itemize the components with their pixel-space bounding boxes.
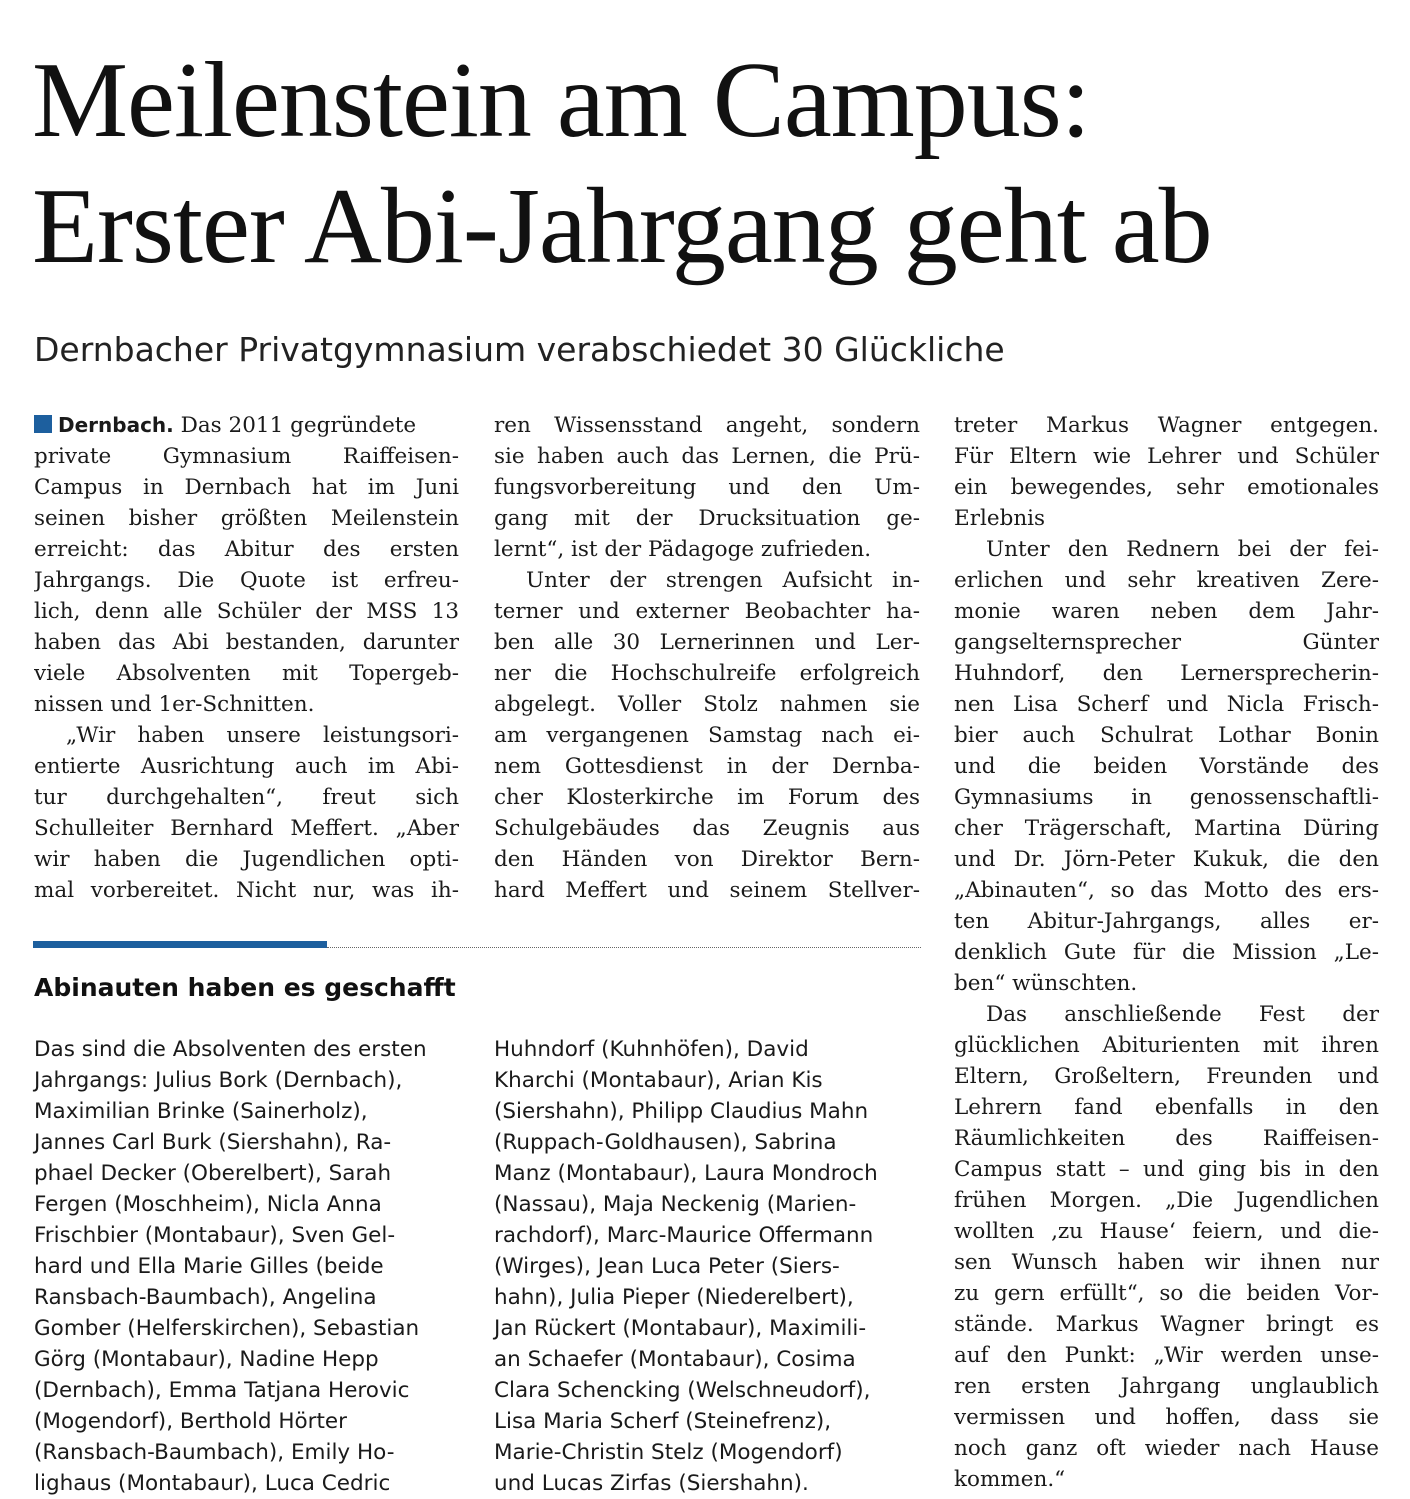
article-line: nissen und 1er-Schnitten. (34, 692, 315, 717)
graduate-list-line: Jan Rückert (Montabaur), Maximili- (494, 1316, 867, 1341)
graduate-list-line: Görg (Montabaur), Nadine Hepp (34, 1347, 379, 1372)
article-line: Gymnasiums in genossenschaftli- (954, 785, 1379, 810)
article-line: terner und externer Beobachter ha- (494, 599, 920, 624)
article-line: Räumlichkeiten des Raiffeisen- (954, 1126, 1379, 1151)
graduate-list-line: (Mogendorf), Berthold Hörter (34, 1409, 347, 1434)
article-line: treter Markus Wagner entgegen. (954, 413, 1379, 438)
box-accent-bar (33, 941, 327, 948)
article-line: Schulleiter Bernhard Meffert. „Aber (34, 816, 459, 841)
article-line: Unter den Rednern bei der fei- (986, 537, 1379, 562)
article-line: und die beiden Vorstände des (954, 754, 1379, 779)
graduate-list-line: hahn), Julia Pieper (Niederelbert), (494, 1285, 854, 1310)
article-line: lernt“, ist der Pädagoge zufrieden. (494, 537, 872, 562)
article-column-3 (954, 410, 1379, 1495)
article-line: vermissen und hoffen, dass sie (954, 1405, 1379, 1430)
article-line: gangselternsprecher Günter (954, 630, 1379, 655)
article-line: frühen Morgen. „Die Jugendlichen (954, 1188, 1379, 1213)
graduate-list-line: (Nassau), Maja Neckenig (Marien- (494, 1192, 857, 1217)
article-line: viele Absolventen mit Topergeb- (34, 661, 459, 686)
article-line: Campus in Dernbach hat im Juni (34, 475, 459, 500)
article-line: private Gymnasium Raiffeisen- (34, 444, 459, 469)
dateline: Dernbach. (58, 413, 174, 437)
dateline-square-icon (34, 415, 52, 433)
article-line: hard Meffert und seinem Stellver- (494, 878, 920, 903)
article-line: Jahrgangs. Die Quote ist erfreu- (34, 568, 459, 593)
graduate-list-line: Ransbach-Baumbach), Angelina (34, 1285, 377, 1310)
article-line: Schulgebäudes das Zeugnis aus (494, 816, 920, 841)
article-line: ben“ wünschten. (954, 971, 1138, 996)
article-line: Lehrern fand ebenfalls in den (954, 1095, 1379, 1120)
article-line-text: Das 2011 gegründete (173, 413, 417, 438)
box-divider-rule (327, 947, 921, 948)
article-line: wollten ‚zu Hause‘ feiern, und die- (954, 1219, 1379, 1244)
graduate-list-line: und Lucas Zirfas (Siershahn). (494, 1471, 809, 1496)
graduate-list-line: lighaus (Montabaur), Luca Cedric (34, 1471, 391, 1496)
graduate-list-line: Frischbier (Montabaur), Sven Gel- (34, 1223, 396, 1248)
article-line: tur durchgehalten“, freut sich (34, 785, 459, 810)
article-column-2 (494, 410, 920, 906)
graduate-list-line: (Ransbach-Baumbach), Emily Ho- (34, 1440, 395, 1465)
article-line: haben das Abi bestanden, darunter (34, 630, 459, 655)
article-line: glücklichen Abiturienten mit ihren (954, 1033, 1379, 1058)
box-column-1 (34, 1034, 462, 1499)
article-line: erreicht: das Abitur des ersten (34, 537, 459, 562)
article-line: und Dr. Jörn-Peter Kukuk, die den (954, 847, 1379, 872)
graduate-list-line: Das sind die Absolventen des ersten (34, 1037, 427, 1062)
graduate-list-line: Huhndorf (Kuhnhöfen), David (494, 1037, 809, 1062)
article-line: ren Wissensstand angeht, sondern (494, 413, 920, 438)
article-line: denklich Gute für die Mission „Le- (954, 940, 1379, 965)
article-line: am vergangenen Samstag nach ei- (494, 723, 920, 748)
article-line: Campus statt – und ging bis in den (954, 1157, 1379, 1182)
headline (32, 38, 1402, 290)
graduate-list-line: Kharchi (Montabaur), Arian Kis (494, 1068, 823, 1093)
graduate-list-line: Gomber (Helferskirchen), Sebastian (34, 1316, 420, 1341)
article-line (34, 410, 459, 441)
article-line: entierte Ausrichtung auch im Abi- (34, 754, 459, 779)
graduate-list-line: (Siershahn), Philipp Claudius Mahn (494, 1099, 869, 1124)
box-column-2 (494, 1034, 922, 1499)
graduate-list-line: Fergen (Moschheim), Nicla Anna (34, 1192, 382, 1217)
article-line: seinen bisher größten Meilenstein (34, 506, 459, 531)
graduate-list-line: (Ruppach-Goldhausen), Sabrina (494, 1130, 837, 1155)
graduate-list-line: Marie-Christin Stelz (Mogendorf) (494, 1440, 843, 1465)
article-line: sie haben auch das Lernen, die Prü- (494, 444, 920, 469)
graduate-list-line: Jahrgangs: Julius Bork (Dernbach), (34, 1068, 403, 1093)
graduate-list-line: phael Decker (Oberelbert), Sarah (34, 1161, 392, 1186)
graduate-list-line: an Schaefer (Montabaur), Cosima (494, 1347, 856, 1372)
article-column-1 (34, 410, 459, 906)
article-line: nem Gottesdienst in der Dernba- (494, 754, 920, 779)
graduate-list-line: Maximilian Brinke (Sainerholz), (34, 1099, 368, 1124)
article-line: gang mit der Drucksituation ge- (494, 506, 920, 531)
article-line: Eltern, Großeltern, Freunden und (954, 1064, 1379, 1089)
article-line: kommen.“ (954, 1467, 1066, 1492)
subtitle: Dernbacher Privatgymnasium verabschiedet 30 Glückliche (34, 330, 1005, 369)
article-line: cher Trägerschaft, Martina Düring (954, 816, 1379, 841)
article-line: zu gern erfüllt“, so die beiden Vor- (954, 1281, 1379, 1306)
article-line: fungsvorbereitung und den Um- (494, 475, 920, 500)
graduate-list-line: Clara Schencking (Welschneudorf), (494, 1378, 871, 1403)
article-line: ten Abitur-Jahrgangs, alles er- (954, 909, 1379, 934)
headline-line-1: Meilenstein am Campus: (32, 41, 1090, 160)
article-line: nen Lisa Scherf und Nicla Frisch- (954, 692, 1379, 717)
article-line: ner die Hochschulreife erfolgreich (494, 661, 920, 686)
article-line: wir haben die Jugendlichen opti- (34, 847, 459, 872)
article-line: sen Wunsch haben wir ihnen nur (954, 1250, 1379, 1275)
graduate-list-line: Manz (Montabaur), Laura Mondroch (494, 1161, 878, 1186)
article-line: „Abinauten“, so das Motto des ers- (954, 878, 1379, 903)
article-line: lich, denn alle Schüler der MSS 13 (34, 599, 459, 624)
graduate-list-line: rachdorf), Marc-Maurice Offermann (494, 1223, 874, 1248)
graduate-list-line: Lisa Maria Scherf (Steinefrenz), (494, 1409, 832, 1434)
article-line: cher Klosterkirche im Forum des (494, 785, 920, 810)
graduate-list-line: hard und Ella Marie Gilles (beide (34, 1254, 384, 1279)
article-line: Erlebnis (954, 506, 1046, 531)
box-heading: Abinauten haben es geschafft (34, 973, 456, 1002)
article-line: Unter der strengen Aufsicht in- (526, 568, 920, 593)
article-line: bier auch Schulrat Lothar Bonin (954, 723, 1379, 748)
article-line: auf den Punkt: „Wir werden unse- (954, 1343, 1379, 1368)
graduate-list-line: (Dernbach), Emma Tatjana Herovic (34, 1378, 410, 1403)
article-line: ren ersten Jahrgang unglaublich (954, 1374, 1379, 1399)
headline-line-2: Erster Abi-Jahrgang geht ab (32, 167, 1212, 286)
article-line: erlichen und sehr kreativen Zere- (954, 568, 1379, 593)
article-line: stände. Markus Wagner bringt es (954, 1312, 1379, 1337)
article-line: Das anschließende Fest der (986, 1002, 1379, 1027)
article-line: „Wir haben unsere leistungsori- (66, 723, 459, 748)
article-line: ein bewegendes, sehr emotionales (954, 475, 1379, 500)
article-line: den Händen von Direktor Bern- (494, 847, 920, 872)
article-line: Huhndorf, den Lernersprecherin- (954, 661, 1379, 686)
article-line: abgelegt. Voller Stolz nahmen sie (494, 692, 920, 717)
article-line: mal vorbereitet. Nicht nur, was ih- (34, 878, 459, 903)
graduate-list-line: Jannes Carl Burk (Siershahn), Ra- (34, 1130, 392, 1155)
article-line: ben alle 30 Lernerinnen und Ler- (494, 630, 920, 655)
article-line: monie waren neben dem Jahr- (954, 599, 1379, 624)
article-line: Für Eltern wie Lehrer und Schüler (954, 444, 1379, 469)
graduate-list-line: (Wirges), Jean Luca Peter (Siers- (494, 1254, 840, 1279)
article-line: noch ganz oft wieder nach Hause (954, 1436, 1379, 1461)
